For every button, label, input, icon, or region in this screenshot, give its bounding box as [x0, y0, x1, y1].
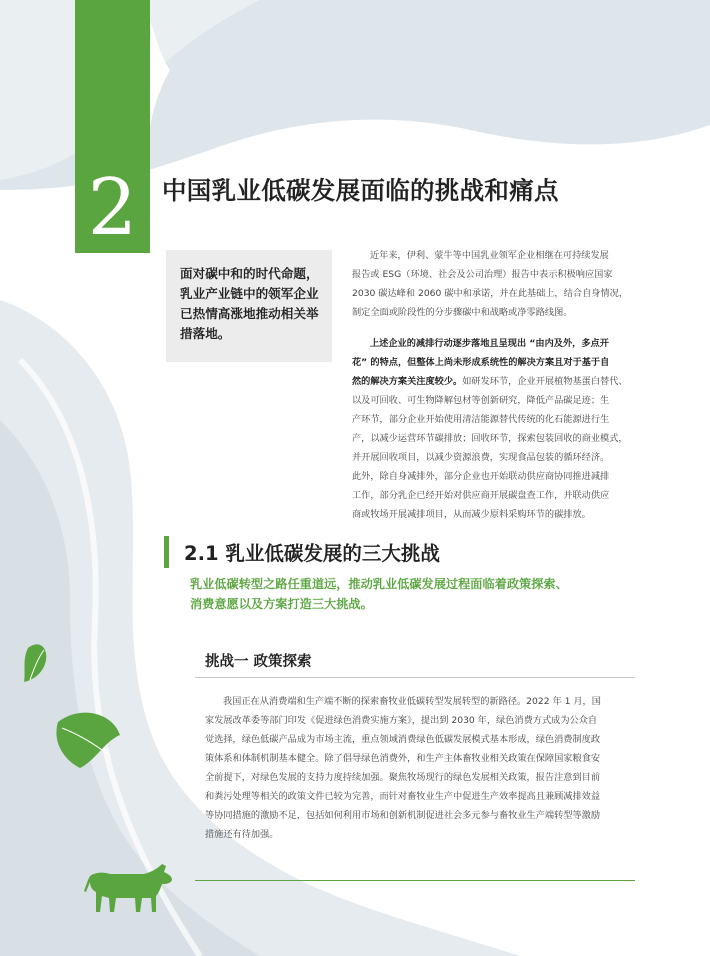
text-line-bold: 花” 的特点，但整体上尚未形成系统性的解决方案且对于基于自 [352, 357, 610, 368]
text-line: 觉选择，绿色低碳产品成为市场主流，重点领域消费绿色低碳发展模式基本形成，绿色消费制度政 [205, 734, 601, 745]
text-line: 家发展改革委等部门印发《促进绿色消费实施方案》，提出到 2030 年，绿色消费方式成为公众自 [205, 715, 598, 726]
chapter-title: 中国乳业低碳发展面临的挑战和痛点 [162, 176, 559, 205]
cow-icon [82, 862, 174, 914]
text-line: 全前提下，对绿色发展的支持力度持续加强。聚焦牧场现行的绿色发展相关政策，报告注意到目前 [205, 772, 601, 783]
section-title: 2.1 乳业低碳发展的三大挑战 [184, 542, 440, 565]
intro-text [352, 246, 652, 536]
text-line: 我国正在从消费端和生产端不断的探索畜牧业低碳转型发展转型的新路径。2022 年 1 月，国 [223, 696, 601, 707]
text-line: 报告或 ESG（环境、社会及公司治理）报告中表示积极响应国家 [352, 269, 613, 280]
pull-quote-line: 措落地。 [180, 326, 231, 341]
section-lead [190, 574, 568, 614]
pull-quote [166, 250, 332, 362]
challenge-body [205, 692, 635, 844]
text-line-bold: 上述企业的减排行动逐步落地且呈现出 “由内及外，多点开 [370, 338, 609, 349]
text-line: 近年来，伊利、蒙牛等中国乳业领军企业相继在可持续发展 [370, 250, 609, 261]
chapter-number: 2 [87, 163, 138, 253]
pull-quote-line: 已热情高涨地推动相关举 [180, 306, 319, 321]
text-line: 工作，部分乳企已经开始对供应商开展碳盘查工作，并联动供应 [352, 490, 610, 501]
text-line: 2030 碳达峰和 2060 碳中和承诺，并在此基础上，结合自身情况， [352, 288, 629, 299]
footer-divider [195, 880, 635, 881]
section-accent-bar [164, 536, 169, 568]
text-line: 并开展回收项目，以减少资源浪费，实现食品包装的循环经济。 [352, 452, 610, 463]
text-line: 以及可回收、可生物降解包材等创新研究，降低产品碳足迹；生 [352, 395, 610, 406]
text-line: 如研发环节，企业开展植物基蛋白替代、 [462, 376, 628, 387]
text-line: 策体系和体制机制基本健全。除了倡导绿色消费外，和生产主体畜牧业相关政策在保障国家粮食安 [205, 753, 601, 764]
intro-paragraph-2 [352, 334, 652, 524]
text-line: 消费意愿以及方案打造三大挑战。 [190, 597, 373, 611]
text-line: 此外，除自身减排外，部分企业也开始联动供应商协同推进减排 [352, 471, 610, 482]
pull-quote-line: 面对碳中和的时代命题， [180, 266, 319, 281]
challenge-divider [195, 677, 635, 678]
text-line: 商或牧场开展减排项目，从而减少原料采购环节的碳排放。 [352, 509, 591, 520]
text-line: 乳业低碳转型之路任重道远，推动乳业低碳发展过程面临着政策探索、 [190, 577, 568, 591]
text-line-bold: 然的解决方案关注度较少。 [352, 376, 463, 387]
text-line: 制定全面或阶段性的分步骤碳中和战略或净零路线图。 [352, 307, 573, 318]
text-line: 产环节，部分企业开始使用清洁能源替代传统的化石能源进行生 [352, 414, 610, 425]
text-line: 和粪污处理等相关的政策文件已较为完善，而针对畜牧业生产中促进生产效率提高且兼顾减排效益 [205, 791, 601, 802]
text-line: 等协同措施的激励不足，包括如何利用市场和创新机制促进社会多元参与畜牧业生产端转型等激励 [205, 810, 601, 821]
intro-paragraph-1 [352, 246, 652, 322]
text-line: 措施还有待加强。 [205, 829, 279, 840]
pull-quote-line: 乳业产业链中的领军企业 [180, 286, 319, 301]
text-line: 产，以减少运营环节碳排放；回收环节，探索包装回收的商业模式， [352, 433, 628, 444]
challenge-title: 挑战一 政策探索 [205, 654, 312, 670]
